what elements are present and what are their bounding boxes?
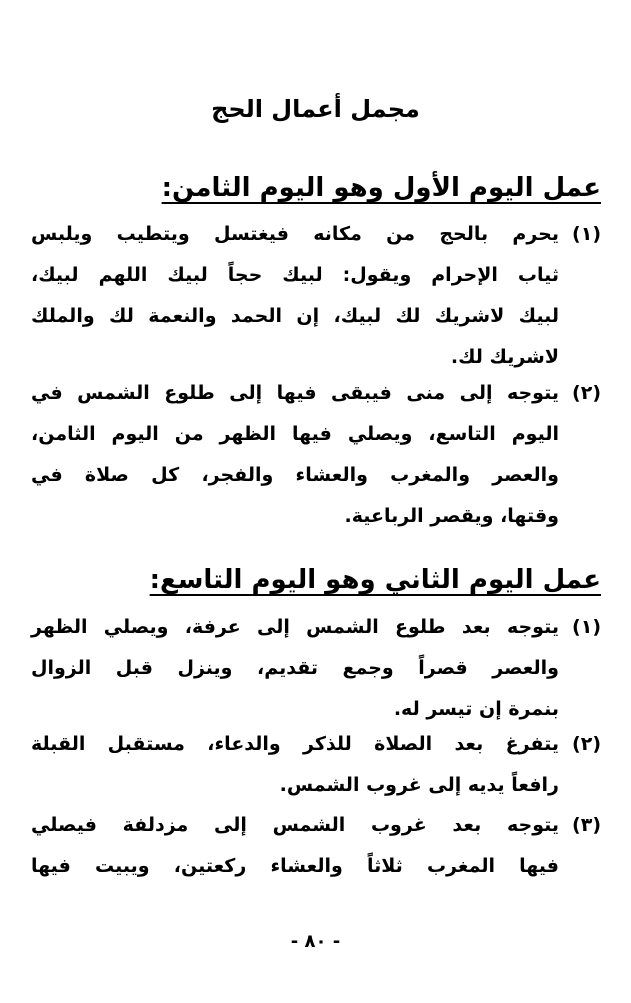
text-line: لاشريك لك.: [450, 346, 559, 368]
text-line: وقتها، ويقصر الرباعية.: [344, 505, 559, 527]
text-line: يحرم بالحج من مكانه فيغتسل ويتطيب ويلبس: [31, 223, 559, 245]
text-line: لبيك لاشريك لك لبيك، إن الحمد والنعمة لك والملك: [31, 305, 559, 327]
list-item: [31, 805, 601, 887]
list-item: [31, 214, 601, 378]
text-line: فيها المغرب ثلاثاً والعشاء ركعتين، ويبيت فيها: [31, 855, 559, 877]
section-title-day-one: عمل اليوم الأول وهو اليوم الثامن:: [161, 173, 601, 203]
item-text: [31, 373, 559, 537]
text-line: بنمرة إن تيسر له.: [393, 698, 559, 720]
text-line: يتفرغ بعد الصلاة للذكر والدعاء، مستقبل القبلة: [31, 733, 559, 755]
page-title: مجمل أعمال الحج: [211, 95, 420, 123]
item-text: [31, 724, 559, 806]
section-title-day-two: عمل اليوم الثاني وهو اليوم التاسع:: [149, 565, 601, 595]
text-line: والعصر قصراً وجمع تقديم، وينزل قبل الزوال: [31, 657, 559, 679]
text-line: والعصر والمغرب والعشاء والفجر، كل صلاة في: [31, 464, 559, 486]
page-number: - ٨٠ -: [290, 931, 341, 952]
item-number: (١): [572, 223, 601, 245]
list-item: [31, 607, 601, 730]
item-number: (٢): [572, 733, 601, 755]
item-text: [31, 607, 559, 730]
item-text: [31, 805, 559, 887]
text-line: يتوجه إلى منى فيبقى فيها إلى طلوع الشمس في: [31, 382, 559, 404]
text-line: ثياب الإحرام ويقول: لبيك حجاً لبيك اللهم لبيك،: [31, 264, 559, 286]
list-item: [31, 724, 601, 806]
list-item: [31, 373, 601, 537]
text-line: يتوجه بعد طلوع الشمس إلى عرفة، ويصلي الظهر: [31, 616, 559, 638]
item-text: [31, 214, 559, 378]
item-number: (٣): [572, 814, 601, 836]
text-line: اليوم التاسع، ويصلي فيها الظهر من اليوم الثامن،: [31, 423, 559, 445]
text-line: يتوجه بعد غروب الشمس إلى مزدلفة فيصلي: [31, 814, 559, 836]
text-line: رافعاً يديه إلى غروب الشمس.: [279, 774, 559, 796]
item-number: (٢): [572, 382, 601, 404]
item-number: (١): [572, 616, 601, 638]
